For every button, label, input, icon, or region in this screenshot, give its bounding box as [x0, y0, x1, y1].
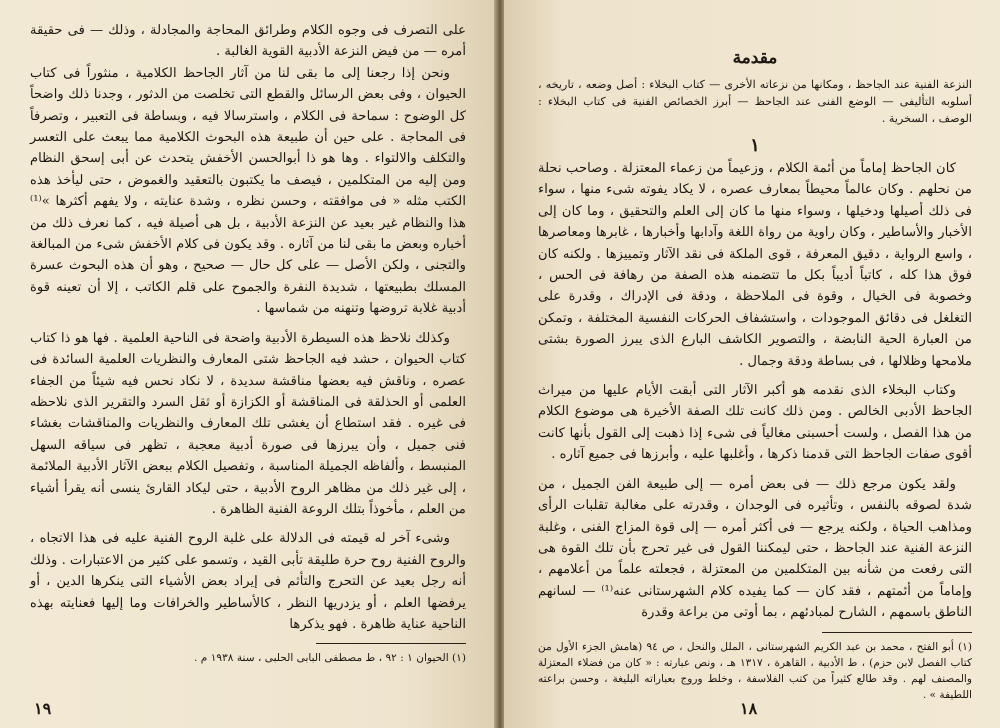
left-page: [0, 0, 496, 728]
left-paragraph-1: على التصرف فى وجوه الكلام وطرائق المحاجة والمجادلة ، وذلك — فى حقيقة أمره — من فيض النزعة الأدبية القوية الغالبة .: [30, 23, 466, 60]
left-page-number: ١٩: [34, 699, 52, 718]
right-footnote: (١) أبو الفتح ، محمد بن عبد الكريم الشهرستانى ، الملل والنحل ، ص ٩٤ (هامش الجزء الأول من كتاب الفصل لابن حزم) ، ط الأدبية ، القاهرة ، ١٣١٧ هـ ، ونص عبارته : « كان من فضلاء المعتزلة والمصنف لهم . وقد طالع كثيراً من كتب الفلاسفة ، وخلط وروج بعباراته البليغة ، وحسن براعته اللطيفة » .: [538, 640, 972, 701]
right-page-number: ١٨: [740, 699, 758, 718]
footnote-separator: [316, 643, 466, 644]
section-number: ١: [750, 135, 760, 156]
left-footnote: (١) الحيوان ١ : ٩٢ ، ط مصطفى البابى الحلبى ، سنة ١٩٣٨ م .: [194, 652, 466, 665]
left-paragraph-4: وشىء آخر له قيمته فى الدلالة على غلبة الروح الفنية عليه فى هذا الاتجاه ، والروح الفنية روح حرة طليقة تأبى القيد ، وتسمو على كثير من الاعتبارات . وذلك أنه رجل بعيد عن التحرج والتأثم فى إيراد بعض الأشياء التى ينكرها الدين ، أو يرفضها العلم ، أو يزدريها النظر ، كالأساطير والخرافات وما إليها فعنايته بهذه الناحية عناية ظاهرة . فهو يذكرها: [30, 531, 466, 632]
chapter-title: مقدمة: [732, 48, 778, 68]
right-paragraph-2: وكتاب البخلاء الذى نقدمه هو أكبر الآثار التى أبقت الأيام عليها من ميراث الجاحظ الأدبى الخالص . ومن ذلك كانت تلك الصفة الأخيرة هى موضوع الكلام من هذا الفصل ، ولست أحسبنى مغالياً فى شىء إذا ذهبت إلى القول بأنها كانت أقوى صفات الجاحظ التى قدمنا ذكرها ، وأغلبها عليه ، وأبرزها فى جميع آثاره .: [538, 383, 972, 463]
right-page: [504, 0, 1000, 728]
right-paragraph-3: ولقد يكون مرجع ذلك — فى بعض أمره — إلى طبيعة الفن الجميل ، من شدة لصوقه بالنفس ، وتأثيره فى الوجدان ، وقدرته على مغالبة تقلبات الرأى ومذاهب الحياة ، ولكنه يرجع — فى أكثر أمره — إلى قوة المزاج الفنى ، وغلبة النزعة الفنية عند الجاحظ ، حتى ليمكننا القول فى غير تحرج بأن تلك القوة هى التى رفعت من شأنه بين المتكلمين من المعتزلة ، فجعلته علماً من أعلامهم ، وإماماً من أئمتهم ، فقد كان — كما يفيده كلام الشهرستانى عنه⁽¹⁾ — لسانهم الناطق باسمهم ، الشارح لمبادئهم ، بما أوتى من براعة وقدرة: [538, 476, 973, 621]
footnote-separator: [822, 632, 972, 633]
chapter-summary: النزعة الفنية عند الجاحظ ، ومكانها من نزعاته الأخرى — كتاب البخلاء : أصل وضعه ، تاريخه ، أسلوبه التأليفى — الوضع الفنى عند الجاحظ — أبرز الخصائص الفنية فى كتاب البخلاء : الوصف ، السخرية .: [538, 78, 972, 125]
right-paragraph-1: كان الجاحظ إماماً من أئمة الكلام ، وزعيماً من زعماء المعتزلة . وصاحب نحلة من نحلهم . وكان عالماً محيطاً بمعارف عصره ، لا يكاد يفوته شىء منها ، سواء فى ذلك أصيلها ودخيلها ، وسواء منها ما كان إلى العلم والتحقيق ، وما كان إلى الأخبار والأساطير ، وكان راوية من رواة اللغة وآدابها وأخبارها ، غابرها ومعاصرها ، واسع الرواية ، دقيق المعرفة ، قوى الملكة فى نقد الآثار وتمييزها . ولكنه كان فوق هذا كله ، كاتباً أديباً بكل ما تتضمنه هذه الصفة من رهافة فى الحس ، وخصوبة فى الخيال ، وقوة فى الملاحظة ، ودقة فى الإدراك ، وقدرة على التغلغل فى دقائق الموجودات ، واستشفاف الحركات النفسية المختلفة ، وتمكن من العبارة الحية النابضة ، والتصوير الكاشف البارع الذى يبرز الصورة بشتى ملامحها وظلالها ، فى بساطة ودقة وجمال .: [538, 161, 972, 369]
left-paragraph-2: ونحن إذا رجعنا إلى ما بقى لنا من آثار الجاحظ الكلامية ، منثوراً فى كتاب الحيوان ، وفى بعض الرسائل والقطع التى تخلصت من الدثور ، وجدنا ذلك واضحاً كل الوضوح : سماحة فى الكلام ، واسترسالا فيه ، وبساطة فى التعبير ، وتصرفاً فى المحاجة . على حين أن طبيعة هذه البحوث الكلامية مما يبعث على التعسر والتكلف والالتواء . وها هو ذا أبوالحسن الأخفش يتحدث عن أبى إسحق النظام ومن إليه من المتكلمين ، فيصف ما يكتبون بالتعقيد والغموض ، حتى ليأخذ هذه الكتب مثله « فى موافقته ، وحسن نظره ، وشدة عنايته ، ولا يفهم أكثرها »⁽¹⁾ هذا والنظام غير بعيد عن النزعة الأدبية ، بل هى أصيلة فيه ، كما نعرف ذلك من أخباره وبعض ما بقى لنا من آثاره . وقد يكون فى كلام الأخفش شىء من المبالغة والتجنى ، ولكن الأصل — على كل حال — صحيح ، وهو أن هذه البحوث عسرة المسلك بطبيعتها ، شديدة النفرة والجموح على قلم الكاتب ، إلا أن تعينه قوة أدبية غلابة تروضها وتنهنه من شماسها .: [30, 65, 466, 317]
left-paragraph-3: وكذلك نلاحظ هذه السيطرة الأدبية واضحة فى الناحية العلمية . فها هو ذا كتاب كتاب الحيوان ، حشد فيه الجاحظ شتى المعارف والنظريات العلمية السائدة فى عصره ، وناقش فيه بعضها مناقشة سديدة ، لا نكاد نحس فيه شيئاً من الجفاء العلمى أو الحذلقة فى المناقشة أو الكزازة أو ثقل السرد والتقرير الذى نلاحظه فى غيره . فقد استطاع أن يغشى تلك المعارف والنظريات والمناقشات بغشاء فنى جميل ، وأن يبرزها فى صورة أدبية معجبة ، تظهر فى سياقه السهل المنبسط ، وألفاظه الجميلة المناسبة ، وتفصيل الكلام ببعض الآثار الأدبية الملائمة ، إلى غير ذلك من مظاهر الروح الأدبية ، حتى ليكاد القارئ ينسى أنه يقرأ أشياء من العلم ، مأخوذاً بتلك الروعة الفنية الظاهرة .: [30, 330, 466, 517]
